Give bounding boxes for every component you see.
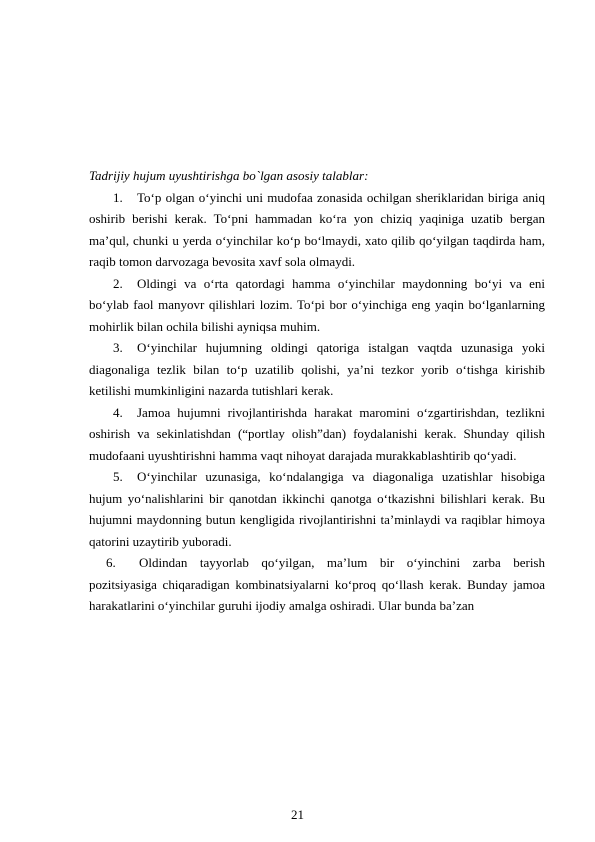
list-item-3: [89, 337, 545, 402]
list-item-4: [89, 402, 545, 467]
list-item-number: 5.: [113, 469, 123, 484]
list-item-number: 2.: [113, 275, 123, 291]
list-item-text: Jamoa hujumni rivojlantirishda harakat maromini o‘zgartirishdan, tezlikni oshirish va sekinlatishdan (“portlay olish”dan) foydalanishi kerak. Shunday qilish mudofaani uyushtirishni hamma vaqt nihoyat darajada murakkablashtirib qo‘yadi.: [89, 404, 545, 463]
section-heading: Tadrijiy hujum uyushtirishga bo`lgan asosiy talablar:: [89, 168, 369, 183]
list-item-1: [89, 187, 545, 273]
list-item-text: O‘yinchilar hujumning oldingi qatoriga istalgan vaqtda uzunasiga yoki diagonaliga tezlik bilan to‘p uzatilib qolishi, ya’ni tezkor yorib o‘tishga kirishib ketilishi mumkinligini nazarda tutishlari kerak.: [89, 340, 545, 398]
list-item-number: 1.: [113, 189, 123, 205]
list-item-number: 6.: [106, 555, 116, 570]
list-item-text: Oldingi va o‘rta qatordagi hamma o‘yinchilar maydonning bo‘yi va eni bo‘ylab faol manyovr qilishlari lozim. To‘pi bor o‘yinchiga eng yaqin bo‘lganlarning mohirlik bilan ochila bilishi ayniqsa muhim.: [89, 275, 545, 334]
list-item-number: 3.: [113, 340, 123, 355]
list-item-6: [89, 552, 545, 617]
list-item-number: 4.: [113, 404, 123, 420]
document-body: [89, 165, 545, 617]
list-item-2: [89, 273, 545, 338]
list-item-5: [89, 466, 545, 552]
page-number: 21: [291, 807, 304, 822]
list-item-text: O‘yinchilar uzunasiga, ko‘ndalangiga va diagonaliga uzatishlar hisobiga hujum yo‘nalishlarini bir qanotdan ikkinchi qanotga o‘tkazishni bilishlari kerak. Bu hujumni maydonning butun kengligida rivojlantirishni ta’minlaydi va raqiblar himoya qatorini uzaytirib yuboradi.: [89, 469, 545, 549]
list-item-text: To‘p olgan o‘yinchi uni mudofaa zonasida ochilgan sheriklaridan biriga aniq oshirib berishi kerak. To‘pni hammadan ko‘ra yon chiziq yaqiniga uzatib bergan ma’qul, chunki u yerda o‘yinchilar ko‘p bo‘lmaydi, xato qilib qo‘yilgan taqdirda ham, raqib tomon darvozaga bevosita xavf sola olmaydi.: [89, 189, 545, 269]
list-item-text: Oldindan tayyorlab qo‘yilgan, ma’lum bir o‘yinchini zarba berish pozitsiyasiga chiqaradigan kombinatsiyalarni ko‘proq qo‘llash kerak. Bunday jamoa harakatlarini o‘yinchilar guruhi ijodiy amalga oshiradi. Ular bunda ba’zan: [89, 555, 545, 613]
